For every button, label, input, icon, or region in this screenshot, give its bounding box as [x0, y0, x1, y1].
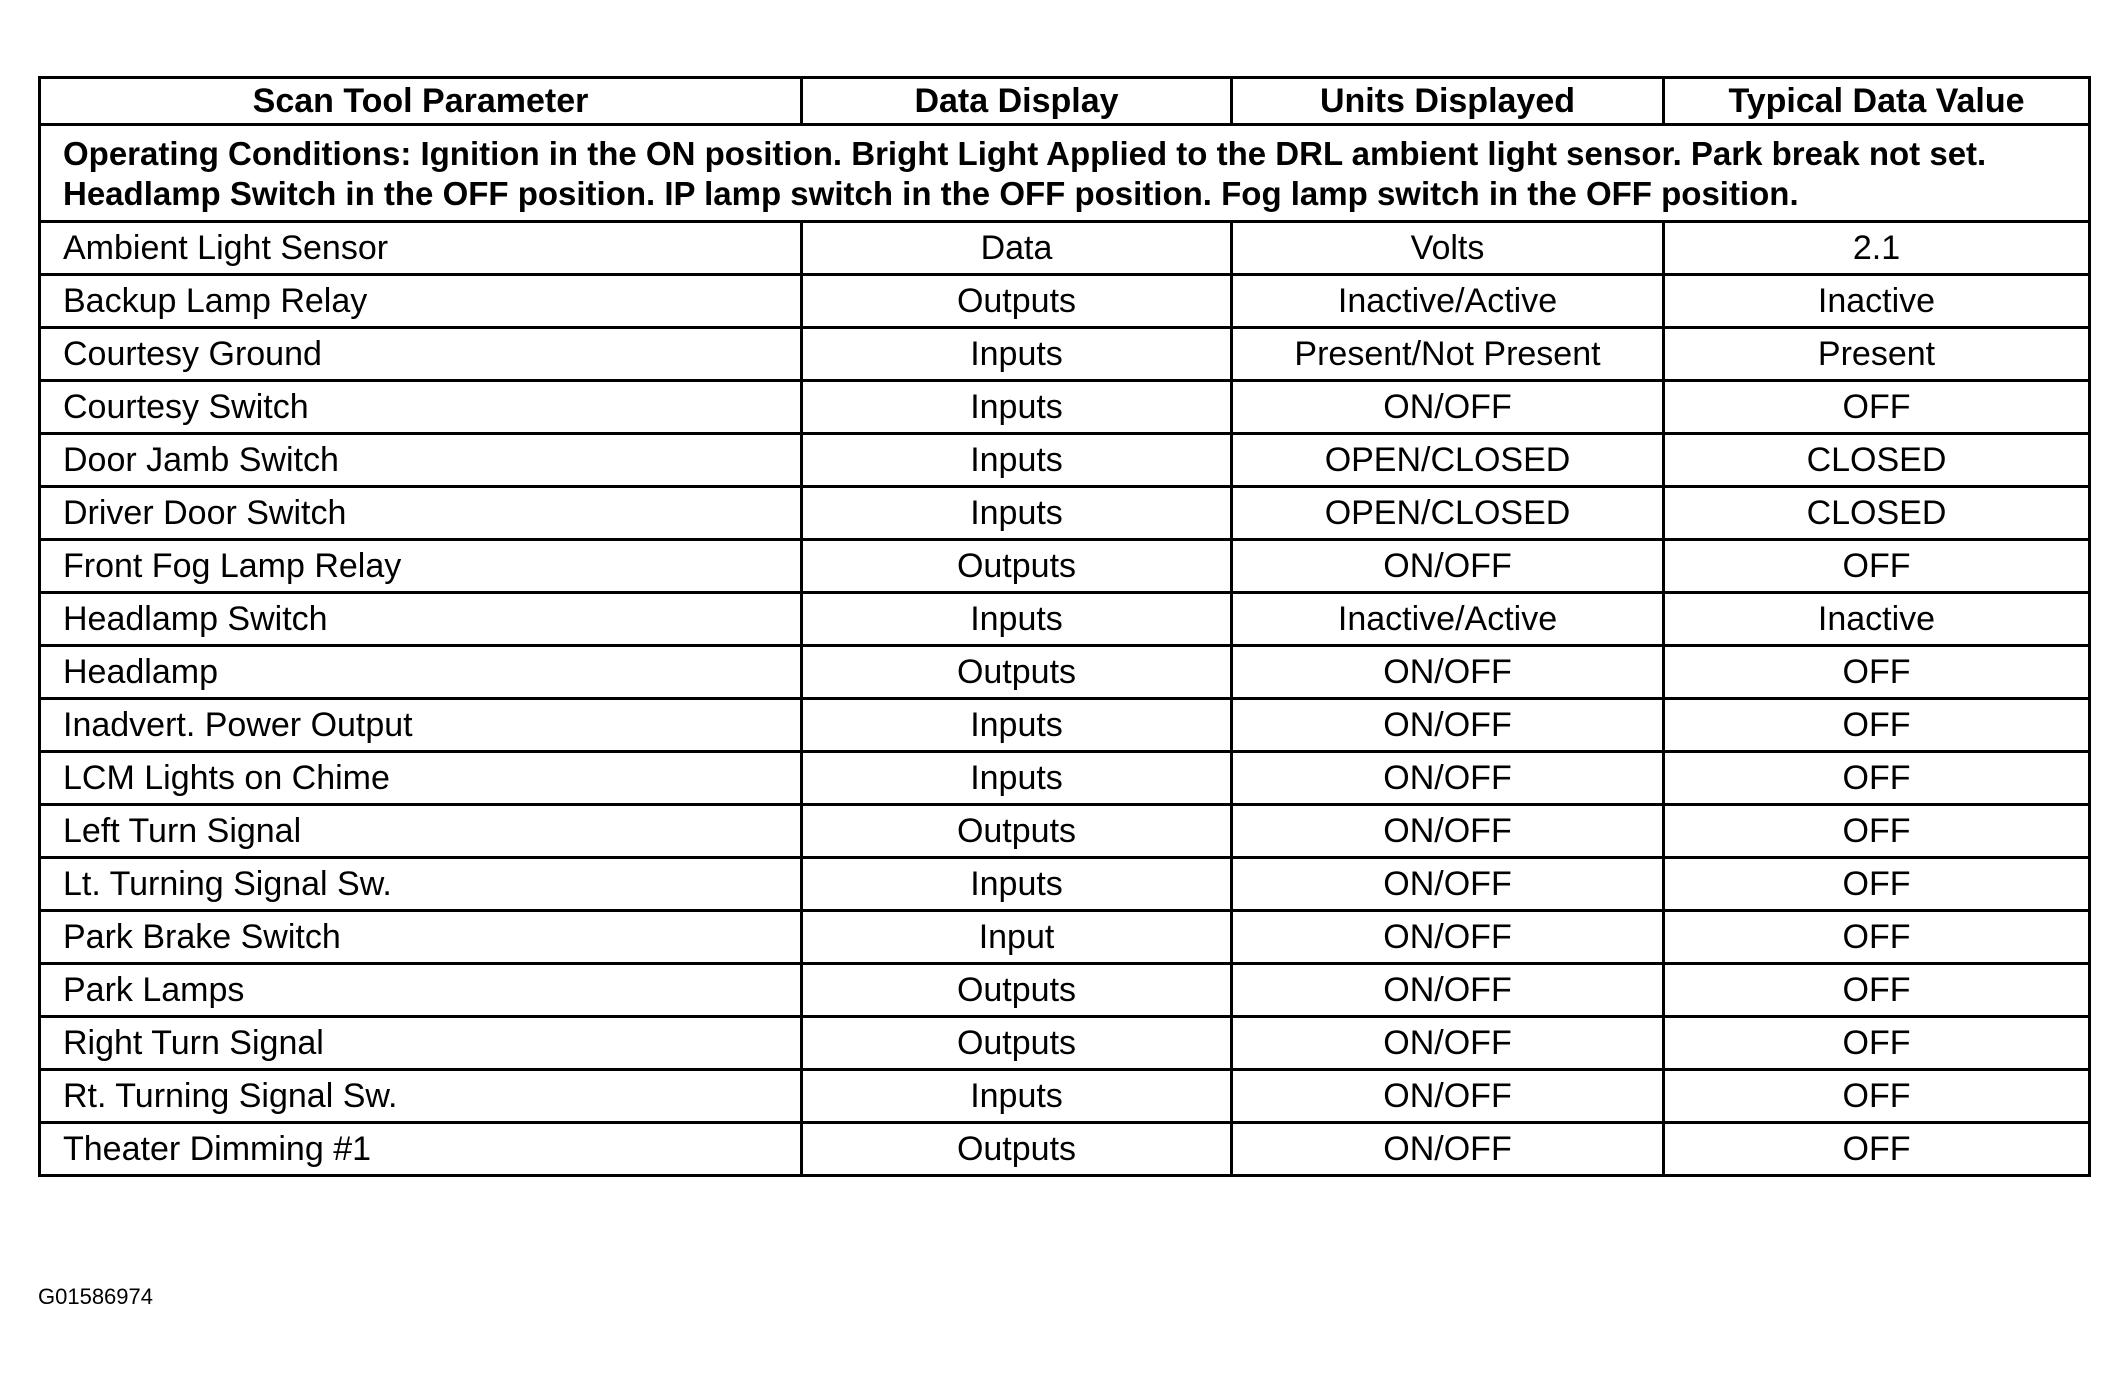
- table-row: [40, 593, 2090, 646]
- table-row: [40, 646, 2090, 699]
- cell-data-display: Inputs: [802, 858, 1232, 911]
- scan-tool-data-table: [38, 76, 2091, 1177]
- cell-param: Headlamp Switch: [40, 593, 802, 646]
- header-units-displayed: Units Displayed: [1232, 78, 1664, 125]
- cell-param: Headlamp: [40, 646, 802, 699]
- cell-data-display: Inputs: [802, 1070, 1232, 1123]
- cell-typical-value: Present: [1664, 328, 2090, 381]
- cell-param: Courtesy Switch: [40, 381, 802, 434]
- table-row: [40, 752, 2090, 805]
- header-typical-data-value: Typical Data Value: [1664, 78, 2090, 125]
- cell-typical-value: OFF: [1664, 1070, 2090, 1123]
- cell-typical-value: OFF: [1664, 1017, 2090, 1070]
- cell-units-displayed: ON/OFF: [1232, 1070, 1664, 1123]
- cell-units-displayed: ON/OFF: [1232, 1017, 1664, 1070]
- cell-param: Theater Dimming #1: [40, 1123, 802, 1176]
- cell-data-display: Inputs: [802, 487, 1232, 540]
- cell-units-displayed: ON/OFF: [1232, 699, 1664, 752]
- cell-units-displayed: ON/OFF: [1232, 964, 1664, 1017]
- cell-param: Park Lamps: [40, 964, 802, 1017]
- cell-param: Ambient Light Sensor: [40, 222, 802, 275]
- cell-units-displayed: OPEN/CLOSED: [1232, 434, 1664, 487]
- cell-param: Inadvert. Power Output: [40, 699, 802, 752]
- table-row: [40, 1070, 2090, 1123]
- cell-param: Door Jamb Switch: [40, 434, 802, 487]
- cell-param: Courtesy Ground: [40, 328, 802, 381]
- cell-data-display: Outputs: [802, 540, 1232, 593]
- cell-param: Rt. Turning Signal Sw.: [40, 1070, 802, 1123]
- cell-data-display: Inputs: [802, 752, 1232, 805]
- table-row: [40, 1017, 2090, 1070]
- cell-units-displayed: OPEN/CLOSED: [1232, 487, 1664, 540]
- cell-typical-value: OFF: [1664, 540, 2090, 593]
- cell-units-displayed: ON/OFF: [1232, 911, 1664, 964]
- table-row: [40, 1123, 2090, 1176]
- cell-param: Driver Door Switch: [40, 487, 802, 540]
- cell-typical-value: OFF: [1664, 1123, 2090, 1176]
- cell-typical-value: 2.1: [1664, 222, 2090, 275]
- operating-conditions-row: [40, 125, 2090, 222]
- cell-data-display: Inputs: [802, 434, 1232, 487]
- cell-units-displayed: ON/OFF: [1232, 858, 1664, 911]
- cell-data-display: Outputs: [802, 1017, 1232, 1070]
- cell-units-displayed: Inactive/Active: [1232, 593, 1664, 646]
- cell-typical-value: OFF: [1664, 858, 2090, 911]
- cell-typical-value: OFF: [1664, 646, 2090, 699]
- cell-units-displayed: Present/Not Present: [1232, 328, 1664, 381]
- cell-data-display: Input: [802, 911, 1232, 964]
- cell-typical-value: CLOSED: [1664, 487, 2090, 540]
- cell-units-displayed: ON/OFF: [1232, 805, 1664, 858]
- table-row: [40, 381, 2090, 434]
- cell-data-display: Inputs: [802, 593, 1232, 646]
- table-row: [40, 964, 2090, 1017]
- cell-param: Backup Lamp Relay: [40, 275, 802, 328]
- operating-conditions: Operating Conditions: Ignition in the ON position. Bright Light Applied to the DRL ambient light sensor. Park break not set. Headlamp Switch in the OFF position. IP lamp switch in the OFF position. Fog lamp switch in the OFF position.: [40, 125, 2090, 222]
- cell-typical-value: OFF: [1664, 752, 2090, 805]
- table-row: [40, 699, 2090, 752]
- cell-typical-value: OFF: [1664, 381, 2090, 434]
- table-row: [40, 540, 2090, 593]
- scan-tool-data-sheet: [38, 76, 2088, 1177]
- header-row: [40, 78, 2090, 125]
- cell-data-display: Inputs: [802, 381, 1232, 434]
- cell-param: Park Brake Switch: [40, 911, 802, 964]
- figure-id: G01586974: [38, 1284, 153, 1309]
- table-row: [40, 222, 2090, 275]
- cell-data-display: Inputs: [802, 328, 1232, 381]
- cell-units-displayed: ON/OFF: [1232, 646, 1664, 699]
- cell-data-display: Outputs: [802, 275, 1232, 328]
- table-row: [40, 275, 2090, 328]
- cell-data-display: Outputs: [802, 646, 1232, 699]
- table-row: [40, 434, 2090, 487]
- cell-data-display: Outputs: [802, 964, 1232, 1017]
- cell-param: Lt. Turning Signal Sw.: [40, 858, 802, 911]
- cell-param: LCM Lights on Chime: [40, 752, 802, 805]
- cell-data-display: Data: [802, 222, 1232, 275]
- cell-units-displayed: ON/OFF: [1232, 540, 1664, 593]
- cell-typical-value: OFF: [1664, 805, 2090, 858]
- cell-units-displayed: ON/OFF: [1232, 752, 1664, 805]
- cell-typical-value: Inactive: [1664, 593, 2090, 646]
- cell-typical-value: CLOSED: [1664, 434, 2090, 487]
- cell-data-display: Outputs: [802, 805, 1232, 858]
- cell-data-display: Inputs: [802, 699, 1232, 752]
- table-row: [40, 858, 2090, 911]
- cell-data-display: Outputs: [802, 1123, 1232, 1176]
- cell-typical-value: Inactive: [1664, 275, 2090, 328]
- cell-param: Front Fog Lamp Relay: [40, 540, 802, 593]
- cell-param: Right Turn Signal: [40, 1017, 802, 1070]
- header-data-display: Data Display: [802, 78, 1232, 125]
- header-scan-tool-parameter: Scan Tool Parameter: [40, 78, 802, 125]
- cell-typical-value: OFF: [1664, 911, 2090, 964]
- cell-param: Left Turn Signal: [40, 805, 802, 858]
- table-row: [40, 328, 2090, 381]
- cell-typical-value: OFF: [1664, 699, 2090, 752]
- cell-typical-value: OFF: [1664, 964, 2090, 1017]
- table-row: [40, 487, 2090, 540]
- cell-units-displayed: Inactive/Active: [1232, 275, 1664, 328]
- cell-units-displayed: ON/OFF: [1232, 381, 1664, 434]
- table-row: [40, 911, 2090, 964]
- cell-units-displayed: Volts: [1232, 222, 1664, 275]
- table-row: [40, 805, 2090, 858]
- cell-units-displayed: ON/OFF: [1232, 1123, 1664, 1176]
